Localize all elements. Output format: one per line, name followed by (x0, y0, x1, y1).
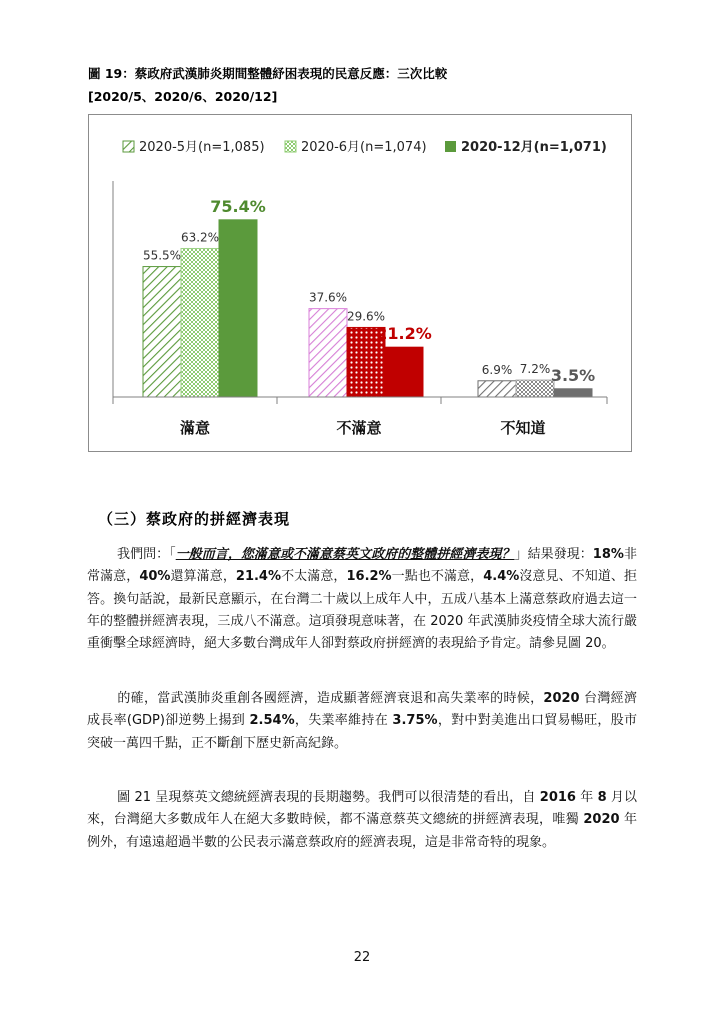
p3-text: 月以來，台灣絕大多數成年人在絕大多數時候，都不滿意蔡英文總統的拼經濟表現，唯獨 (87, 790, 637, 828)
survey-question: 一般而言，您滿意或不滿意蔡英文政府的整體拼經濟表現？ (175, 547, 515, 562)
bar-satisfied-june (181, 248, 219, 397)
value-label-dissatisfied-dec: 21.2% (376, 324, 432, 344)
figure-caption-dates: [2020/5、2020/6、2020/12] (88, 89, 278, 104)
p3-number: 8 (597, 790, 607, 805)
section-title: （三）蔡政府的拼經濟表現 (98, 510, 291, 528)
p3-text: 年 (575, 790, 598, 805)
p1-text: 我們問：「 (117, 547, 176, 562)
legend-label-may: 2020-5月(n=1,085) (139, 140, 265, 155)
p1-text: 沒意見、不知道、拒答。換句話說，最新民意顯示，在台灣二十歲以上成年人中，五成八基本上滿意蔡政府過去這一年的整體拼經濟表現，三成八不滿意。這項發現意味著，在 2020 年武漢肺炎疫情全球大流行嚴重衝擊全球經濟時，絕大多數台灣成年人卻對蔡政府拼經濟的表現給予肯定。請參見圖 20。 (87, 569, 637, 652)
p2-text: 的確，當武漢肺炎重創各國經濟，造成顯著經濟衰退和高失業率的時候， (117, 691, 544, 706)
value-label-satisfied-dec: 75.4% (210, 196, 266, 216)
p3-number: 2020 (583, 812, 620, 828)
p2-number: 2.54% (249, 713, 295, 729)
figure-caption-title: 圖 19：蔡政府武漢肺炎期間整體紓困表現的民意反應：三次比較 (88, 66, 448, 81)
value-label-satisfied-may: 55.5% (142, 248, 182, 263)
p1-number: 40% (139, 569, 171, 585)
bar-satisfied-may (143, 267, 181, 397)
value-label-dissatisfied-june: 29.6% (346, 309, 386, 324)
p2-text: (GDP) (126, 713, 165, 729)
category-label-satisfied: 滿意 (179, 419, 211, 437)
value-label-dontknow-may: 6.9% (481, 362, 513, 377)
p3-text: 年例外，有遠遠超過半數的公民表示滿意蔡政府的經濟表現，這是非常奇特的現象。 (87, 812, 637, 850)
p1-text: 非常滿意， (87, 547, 637, 585)
p3-number: 2016 (539, 790, 576, 805)
p2-number: 3.75% (392, 713, 438, 729)
page-number: 22 (353, 950, 371, 965)
bar-dissatisfied-may (309, 309, 347, 397)
legend-label-dec: 2020-12月(n=1,071) (461, 140, 607, 155)
p2-text: 台灣經濟成長率 (87, 691, 637, 729)
p1-text: 一點也不滿意， (391, 569, 484, 585)
value-label-dissatisfied-may: 37.6% (308, 290, 348, 305)
value-label-dontknow-dec: 3.5% (550, 365, 596, 385)
legend-swatch-may (123, 141, 134, 152)
category-label-dontknow: 不知道 (500, 419, 546, 437)
p3-text: 圖 21 呈現蔡英文總統經濟表現的長期趨勢。我們可以很清楚的看出，自 (117, 790, 540, 805)
bar-dontknow-june (516, 380, 554, 397)
p2-text: 卻逆勢上揚到 (164, 713, 250, 729)
chart-legend (123, 140, 607, 155)
bar-dontknow-may (478, 381, 516, 397)
p2-text: ，對中對美進出口貿易暢旺，股市突破一萬四千點，正不斷創下歷史新高紀錄。 (87, 713, 637, 751)
value-label-dontknow-june: 7.2% (519, 362, 551, 377)
chart-frame (88, 114, 632, 452)
bar-satisfied-dec (219, 220, 257, 397)
legend-swatch-dec (445, 141, 456, 152)
p2-text: ，失業率維持在 (294, 713, 393, 729)
p2-number: 2020 (543, 691, 580, 706)
p1-text: 還算滿意， (170, 569, 236, 585)
bar-dissatisfied-dec (385, 347, 423, 397)
value-label-satisfied-june: 63.2% (180, 230, 220, 245)
p1-number: 4.4% (483, 569, 520, 585)
paragraph-3 (87, 787, 637, 854)
legend-swatch-june (285, 141, 296, 152)
paragraph-1 (87, 544, 637, 655)
p1-number: 18% (592, 547, 624, 562)
paragraph-2 (87, 688, 637, 755)
bar-chart (89, 115, 631, 451)
p1-number: 21.4% (235, 569, 282, 585)
figure-caption (88, 62, 648, 108)
p1-text: 」結果發現： (514, 547, 593, 562)
bar-dontknow-dec (554, 389, 592, 397)
p1-text: 不太滿意， (281, 569, 347, 585)
category-label-dissatisfied: 不滿意 (336, 419, 382, 437)
legend-label-june: 2020-6月(n=1,074) (301, 140, 427, 155)
p1-number: 16.2% (346, 569, 392, 585)
